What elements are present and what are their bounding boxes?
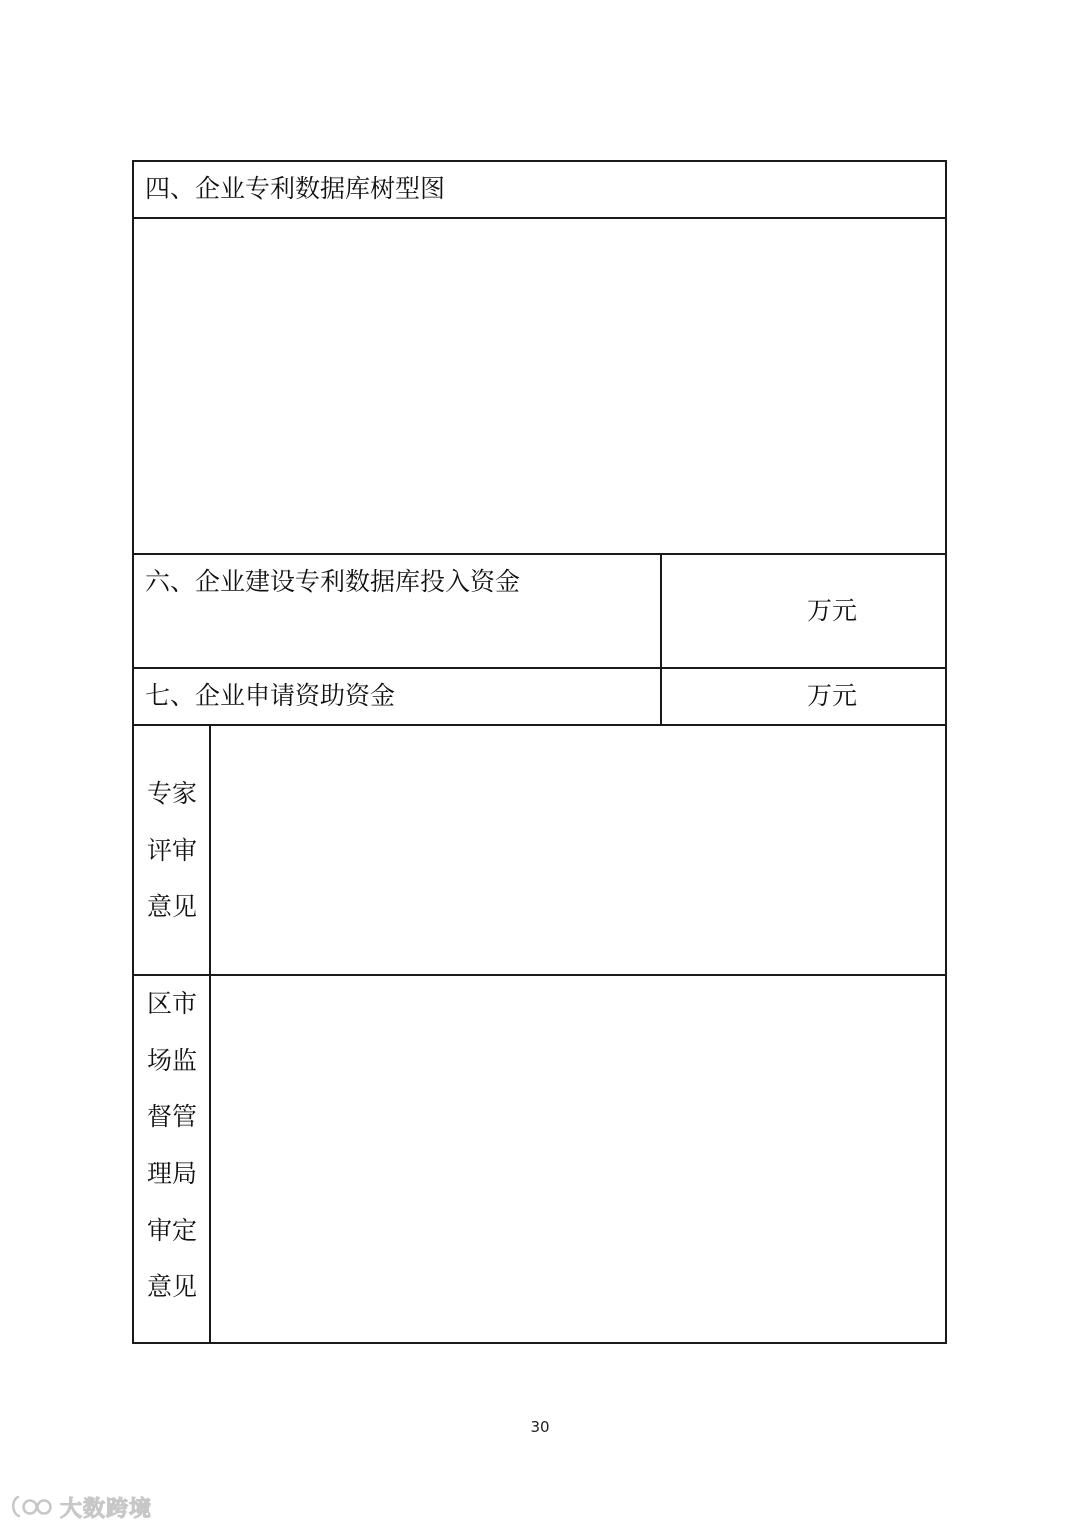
district-approval-label-line: 区市 bbox=[147, 989, 198, 1018]
page-number: 30 bbox=[530, 1418, 550, 1436]
investment-amount-unit: 万元 bbox=[807, 596, 858, 625]
section6-title: 六、企业建设专利数据库投入资金 bbox=[145, 567, 521, 596]
watermark-logo-icon bbox=[8, 1493, 54, 1521]
section7-title: 七、企业申请资助资金 bbox=[145, 681, 396, 710]
section6-top-divider bbox=[133, 553, 947, 555]
expert-review-label-line: 评审 bbox=[147, 836, 198, 865]
section4-title: 四、企业专利数据库树型图 bbox=[145, 174, 446, 203]
amount-column-divider bbox=[660, 553, 662, 726]
district-approval-label-line: 场监 bbox=[147, 1046, 198, 1075]
table-border-left bbox=[132, 160, 134, 1344]
opinion-label-column-divider bbox=[209, 724, 211, 1344]
section4-header-divider bbox=[133, 217, 947, 219]
section7-top-divider bbox=[133, 667, 947, 669]
district-approval-label-line: 理局 bbox=[147, 1159, 198, 1188]
district-approval-top-divider bbox=[133, 974, 947, 976]
watermark-text: 大数跨境 bbox=[60, 1496, 153, 1522]
expert-review-opinion-area[interactable] bbox=[212, 727, 944, 973]
expert-review-label-line: 专家 bbox=[147, 779, 198, 808]
district-approval-label-line: 意见 bbox=[147, 1272, 198, 1301]
district-approval-label-line: 督管 bbox=[147, 1102, 198, 1131]
watermark bbox=[8, 1492, 152, 1522]
expert-review-label-line: 意见 bbox=[147, 892, 198, 921]
investment-amount-field[interactable] bbox=[663, 556, 944, 666]
district-approval-label-line: 审定 bbox=[147, 1216, 198, 1245]
subsidy-amount-unit: 万元 bbox=[807, 681, 858, 710]
district-approval-opinion-area[interactable] bbox=[212, 977, 944, 1341]
table-border-top bbox=[133, 160, 947, 162]
subsidy-amount-field[interactable] bbox=[663, 670, 944, 723]
table-border-bottom bbox=[133, 1342, 947, 1344]
expert-review-top-divider bbox=[133, 724, 947, 726]
patent-tree-diagram-area[interactable] bbox=[135, 220, 944, 552]
table-border-right bbox=[945, 160, 947, 1344]
